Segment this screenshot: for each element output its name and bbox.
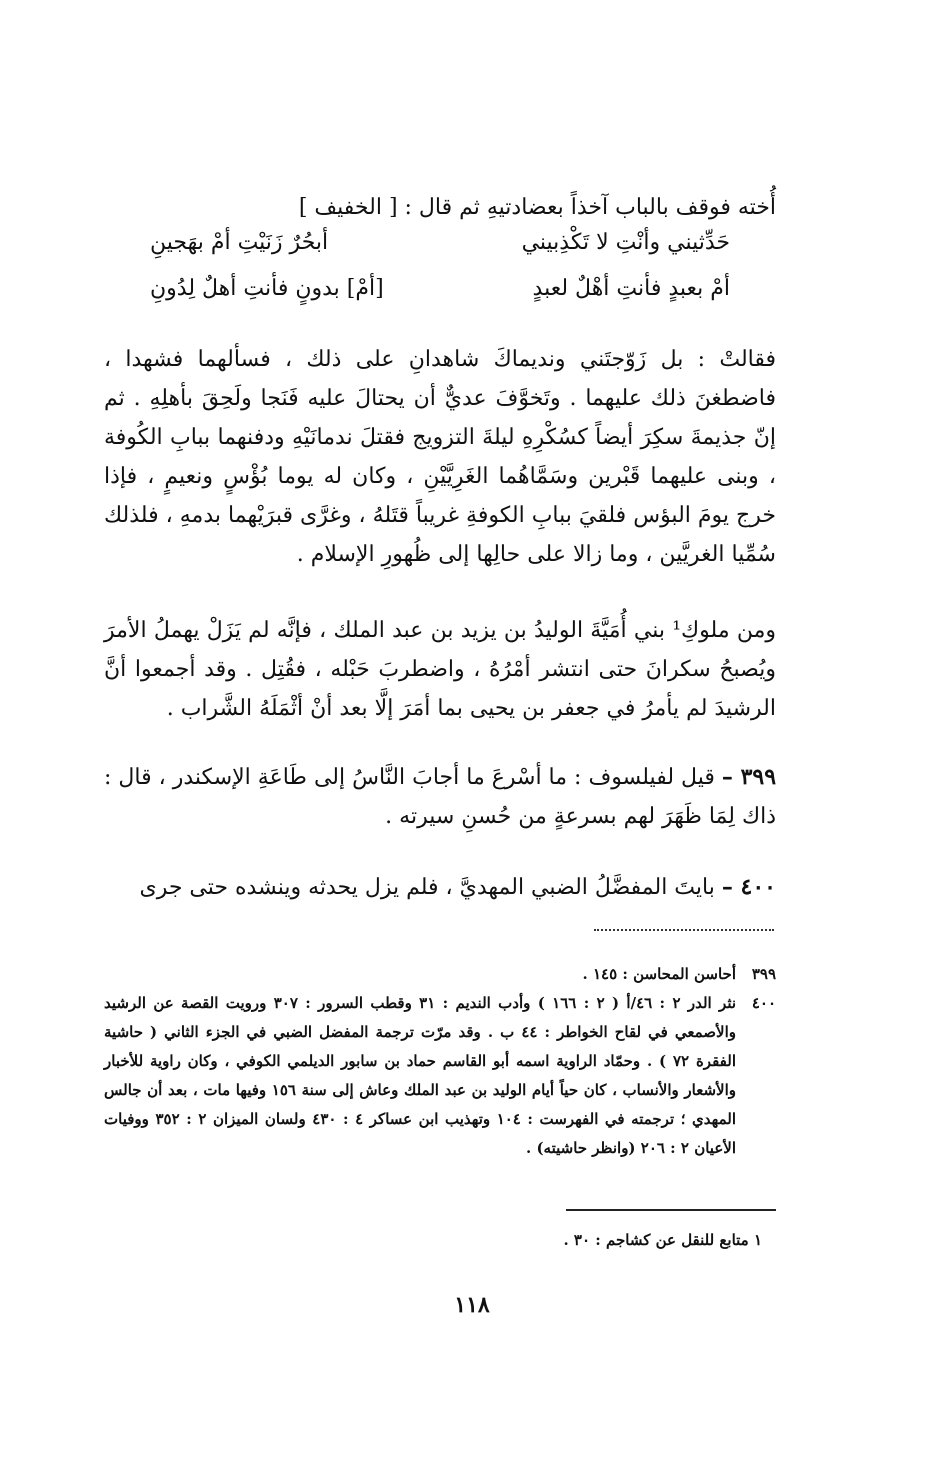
footnote-divider-dotted <box>594 929 774 931</box>
entry-399-text: قيل لفيلسوف : ما أسْرعَ ما أجابَ النَّاسُ إلى طَاعَةِ الإسكندر ، قال : ذاك لِمَا ظَهَرَ لهم بسرعةٍ من حُسنِ سيرته . <box>104 765 776 829</box>
entry-400 <box>104 868 776 907</box>
footnote-number: ٣٩٩ <box>751 965 776 983</box>
footnote-399 <box>104 960 776 989</box>
verse-line-1 <box>150 230 730 270</box>
endnote: ١ متابع للنقل عن كشاجم : ٣٠ . <box>563 1231 762 1249</box>
paragraph-1: فقالتْ : بل زَوّجتَني ونديماكَ شاهدانِ على ذلك ، فسألهما فشهدا ، فاضطغنَ ذلك عليهما . وتَخوَّفَ عديٌّ أن يحتالَ عليه فَنَجا ولَحِقَ بأهلِهِ . ثم إنّ جذيمةَ سكِرَ أيضاً كسُكْرِهِ ليلةَ التزويج فقتلَ ندمانَيْهِ ودفنهما ببابِ الكُوفة ، وبنى عليهما قَبْرين وسَمَّاهُما الغَرِيَّيْنِ ، وكان له يوما بُؤْسٍ ونعيمٍ ، فإذا خرج يومَ البؤس فلقيَ ببابِ الكوفةِ غريباً قتَلهُ ، وغرَّى قبرَيْهما بدمهِ ، فلذلك سُمِّيا الغريَّين ، وما زالا على حالِها إلى ظُهورِ الإسلام . <box>104 347 776 567</box>
verse-line-2 <box>150 276 730 316</box>
footnote-number: ٤٠٠ <box>751 994 776 1012</box>
footnotes <box>104 960 776 1163</box>
paragraph-2: ومن ملوكِ¹ بني أُمَيَّةَ الوليدُ بن يزيد بن عبد الملك ، فإنَّه لم يَزَلْ يهملُ الأمرَ ويُصبحُ سكرانَ حتى انتشر أمْرُهُ ، واضطربَ حَبْله ، فقُتِل . وقد أجمعوا أنَّ الرشيدَ لم يأمرُ في جعفر بن يحيى بما أمَرَ إلَّا بعد أنْ أثْمَلَهُ الشَّراب . <box>104 618 776 721</box>
footnote-divider-solid <box>566 1209 776 1211</box>
verse-1-second-hemistich: أبحُرٌ زَنَيْتِ أمْ بهَجينِ <box>150 230 329 255</box>
verse-1-first-hemistich: حَدِّثيني وأنْتِ لا تَكْذِبيني <box>521 230 730 255</box>
verse-2-first-hemistich: أمْ بعبدٍ فأنتِ أهْلٌ لعبدٍ <box>532 276 730 301</box>
verse-2-second-hemistich: [أمْ] بدونٍ فأنتِ أهلٌ لِدُونِ <box>150 276 384 301</box>
intro-line: أُخته فوقف بالباب آخذاً بعضادتيهِ ثم قال : [ الخفيف ] <box>298 195 776 220</box>
footnote-400 <box>104 989 776 1163</box>
entry-400-number: ٤٠٠ – <box>721 874 776 900</box>
entry-400-text: بايتَ المفضَّلُ الضبي المهديَّ ، فلم يزل يحدثه وينشده حتى جرى <box>139 875 715 900</box>
entry-399 <box>104 758 776 836</box>
footnote-text: نثر الدر ٢ : ٤٦/أ ( ٢ : ١٦٦ ) وأدب النديم : ٣١ وقطب السرور : ٣٠٧ ورويت القصة عن الرشيد والأصمعي في لقاح الخواطر : ٤٤ ب . وقد مرّت ترجمة المفضل الضبي في الجزء الثاني ( حاشية الفقرة ٧٢ ) . وحمّاد الراوية اسمه أبو القاسم حماد بن سابور الديلمي الكوفي ، وكان راوية للأخبار والأشعار والأنساب ، كان حياً أيام الوليد بن عبد الملك وعاش إلى سنة ١٥٦ وفيها مات ، بعد أن جالس المهدي ؛ ترجمته في الفهرست : ١٠٤ وتهذيب ابن عساكر ٤ : ٤٣٠ ولسان الميزان ٢ : ٣٥٢ ووفيات الأعيان ٢ : ٢٠٦ (وانظر حاشيته) . <box>104 994 737 1157</box>
entry-399-number: ٣٩٩ – <box>721 764 777 790</box>
footnote-text: أحاسن المحاسن : ١٤٥ . <box>582 965 736 983</box>
page-number: ١١٨ <box>454 1292 490 1318</box>
